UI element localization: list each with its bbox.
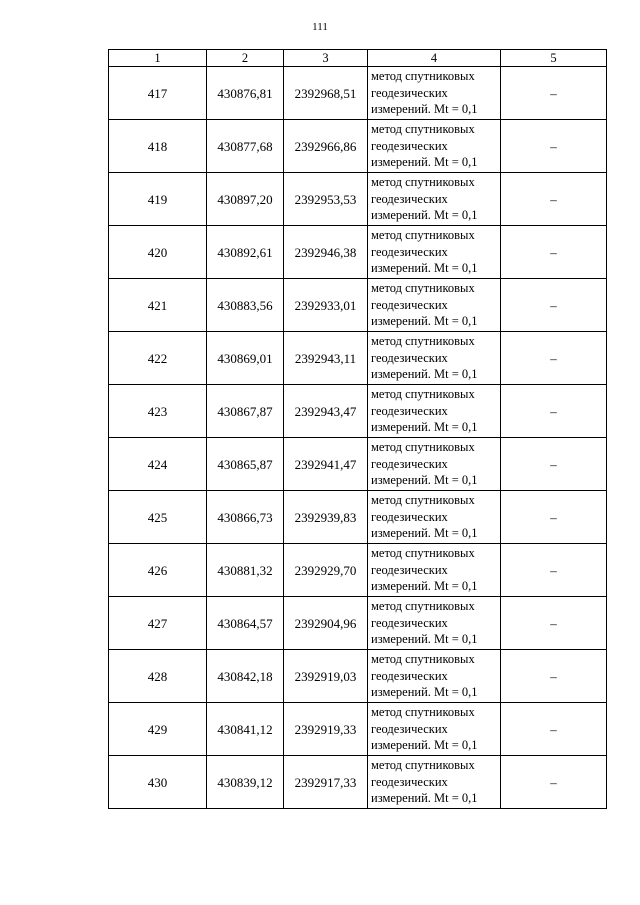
y-coordinate-cell: 2392941,47 xyxy=(284,438,368,491)
x-coordinate-cell: 430869,01 xyxy=(207,332,284,385)
table-row xyxy=(109,332,607,385)
method-line-2: геодезических xyxy=(371,297,448,312)
note-cell: – xyxy=(501,67,607,120)
table-row xyxy=(109,385,607,438)
x-coordinate-cell: 430897,20 xyxy=(207,173,284,226)
method-line-1: метод спутниковых xyxy=(371,334,475,349)
method-line-2: геодезических xyxy=(371,668,448,683)
method-line-1: метод спутниковых xyxy=(371,758,475,773)
table-row xyxy=(109,703,607,756)
y-coordinate-cell: 2392968,51 xyxy=(284,67,368,120)
table-row xyxy=(109,597,607,650)
method-line-2: геодезических xyxy=(371,721,448,736)
x-coordinate-cell: 430892,61 xyxy=(207,226,284,279)
method-line-3: измерений. Mt = 0,1 xyxy=(371,102,478,117)
y-coordinate-cell: 2392917,33 xyxy=(284,756,368,809)
column-header-2: 2 xyxy=(207,50,284,67)
method-cell xyxy=(368,491,501,544)
page-number: 111 xyxy=(312,21,328,33)
note-cell: – xyxy=(501,120,607,173)
table-row xyxy=(109,650,607,703)
method-line-3: измерений. Mt = 0,1 xyxy=(371,155,478,170)
table-row xyxy=(109,67,607,120)
method-line-1: метод спутниковых xyxy=(371,122,475,137)
column-header-3: 3 xyxy=(284,50,368,67)
method-line-1: метод спутниковых xyxy=(371,440,475,455)
point-number-cell: 426 xyxy=(109,544,207,597)
x-coordinate-cell: 430839,12 xyxy=(207,756,284,809)
point-number-cell: 422 xyxy=(109,332,207,385)
note-cell: – xyxy=(501,279,607,332)
method-line-2: геодезических xyxy=(371,403,448,418)
point-number-cell: 419 xyxy=(109,173,207,226)
point-number-cell: 423 xyxy=(109,385,207,438)
method-cell xyxy=(368,279,501,332)
table-row xyxy=(109,173,607,226)
method-cell xyxy=(368,332,501,385)
method-line-3: измерений. Mt = 0,1 xyxy=(371,738,478,753)
table-header xyxy=(109,50,607,67)
method-line-3: измерений. Mt = 0,1 xyxy=(371,526,478,541)
method-line-3: измерений. Mt = 0,1 xyxy=(371,685,478,700)
method-line-3: измерений. Mt = 0,1 xyxy=(371,208,478,223)
note-cell: – xyxy=(501,597,607,650)
note-cell: – xyxy=(501,703,607,756)
point-number-cell: 430 xyxy=(109,756,207,809)
note-cell: – xyxy=(501,332,607,385)
point-number-cell: 429 xyxy=(109,703,207,756)
coordinates-table xyxy=(108,49,607,809)
note-cell: – xyxy=(501,173,607,226)
method-line-3: измерений. Mt = 0,1 xyxy=(371,314,478,329)
method-line-2: геодезических xyxy=(371,138,448,153)
y-coordinate-cell: 2392933,01 xyxy=(284,279,368,332)
method-cell xyxy=(368,67,501,120)
table-row xyxy=(109,438,607,491)
method-line-1: метод спутниковых xyxy=(371,387,475,402)
method-line-2: геодезических xyxy=(371,774,448,789)
table-row xyxy=(109,544,607,597)
method-line-1: метод спутниковых xyxy=(371,175,475,190)
method-line-2: геодезических xyxy=(371,244,448,259)
table-row xyxy=(109,120,607,173)
method-line-3: измерений. Mt = 0,1 xyxy=(371,367,478,382)
point-number-cell: 425 xyxy=(109,491,207,544)
table-row xyxy=(109,756,607,809)
y-coordinate-cell: 2392919,03 xyxy=(284,650,368,703)
method-cell xyxy=(368,597,501,650)
y-coordinate-cell: 2392929,70 xyxy=(284,544,368,597)
method-line-2: геодезических xyxy=(371,615,448,630)
y-coordinate-cell: 2392919,33 xyxy=(284,703,368,756)
x-coordinate-cell: 430877,68 xyxy=(207,120,284,173)
method-line-1: метод спутниковых xyxy=(371,652,475,667)
method-cell xyxy=(368,173,501,226)
y-coordinate-cell: 2392904,96 xyxy=(284,597,368,650)
y-coordinate-cell: 2392966,86 xyxy=(284,120,368,173)
table-row xyxy=(109,279,607,332)
note-cell: – xyxy=(501,756,607,809)
note-cell: – xyxy=(501,544,607,597)
method-line-2: геодезических xyxy=(371,509,448,524)
table-body xyxy=(109,67,607,809)
point-number-cell: 421 xyxy=(109,279,207,332)
method-line-1: метод спутниковых xyxy=(371,599,475,614)
method-line-1: метод спутниковых xyxy=(371,69,475,84)
x-coordinate-cell: 430865,87 xyxy=(207,438,284,491)
method-cell xyxy=(368,544,501,597)
column-header-4: 4 xyxy=(368,50,501,67)
x-coordinate-cell: 430842,18 xyxy=(207,650,284,703)
note-cell: – xyxy=(501,491,607,544)
method-cell xyxy=(368,120,501,173)
y-coordinate-cell: 2392939,83 xyxy=(284,491,368,544)
method-cell xyxy=(368,756,501,809)
method-line-3: измерений. Mt = 0,1 xyxy=(371,261,478,276)
point-number-cell: 417 xyxy=(109,67,207,120)
note-cell: – xyxy=(501,438,607,491)
x-coordinate-cell: 430864,57 xyxy=(207,597,284,650)
table-row xyxy=(109,491,607,544)
column-header-5: 5 xyxy=(501,50,607,67)
header-row xyxy=(109,50,607,67)
method-cell xyxy=(368,438,501,491)
method-cell xyxy=(368,385,501,438)
method-line-3: измерений. Mt = 0,1 xyxy=(371,579,478,594)
method-line-3: измерений. Mt = 0,1 xyxy=(371,420,478,435)
method-cell xyxy=(368,226,501,279)
x-coordinate-cell: 430841,12 xyxy=(207,703,284,756)
y-coordinate-cell: 2392943,11 xyxy=(284,332,368,385)
point-number-cell: 418 xyxy=(109,120,207,173)
method-line-1: метод спутниковых xyxy=(371,546,475,561)
point-number-cell: 427 xyxy=(109,597,207,650)
point-number-cell: 428 xyxy=(109,650,207,703)
x-coordinate-cell: 430883,56 xyxy=(207,279,284,332)
y-coordinate-cell: 2392953,53 xyxy=(284,173,368,226)
x-coordinate-cell: 430867,87 xyxy=(207,385,284,438)
method-line-2: геодезических xyxy=(371,191,448,206)
method-cell xyxy=(368,703,501,756)
x-coordinate-cell: 430881,32 xyxy=(207,544,284,597)
method-line-3: измерений. Mt = 0,1 xyxy=(371,791,478,806)
method-line-1: метод спутниковых xyxy=(371,228,475,243)
y-coordinate-cell: 2392943,47 xyxy=(284,385,368,438)
y-coordinate-cell: 2392946,38 xyxy=(284,226,368,279)
method-line-2: геодезических xyxy=(371,85,448,100)
method-line-2: геодезических xyxy=(371,456,448,471)
point-number-cell: 420 xyxy=(109,226,207,279)
method-line-3: измерений. Mt = 0,1 xyxy=(371,632,478,647)
method-line-1: метод спутниковых xyxy=(371,705,475,720)
note-cell: – xyxy=(501,385,607,438)
point-number-cell: 424 xyxy=(109,438,207,491)
note-cell: – xyxy=(501,226,607,279)
method-line-1: метод спутниковых xyxy=(371,281,475,296)
x-coordinate-cell: 430866,73 xyxy=(207,491,284,544)
table-row xyxy=(109,226,607,279)
method-cell xyxy=(368,650,501,703)
method-line-3: измерений. Mt = 0,1 xyxy=(371,473,478,488)
method-line-2: геодезических xyxy=(371,350,448,365)
column-header-1: 1 xyxy=(109,50,207,67)
method-line-2: геодезических xyxy=(371,562,448,577)
x-coordinate-cell: 430876,81 xyxy=(207,67,284,120)
note-cell: – xyxy=(501,650,607,703)
method-line-1: метод спутниковых xyxy=(371,493,475,508)
